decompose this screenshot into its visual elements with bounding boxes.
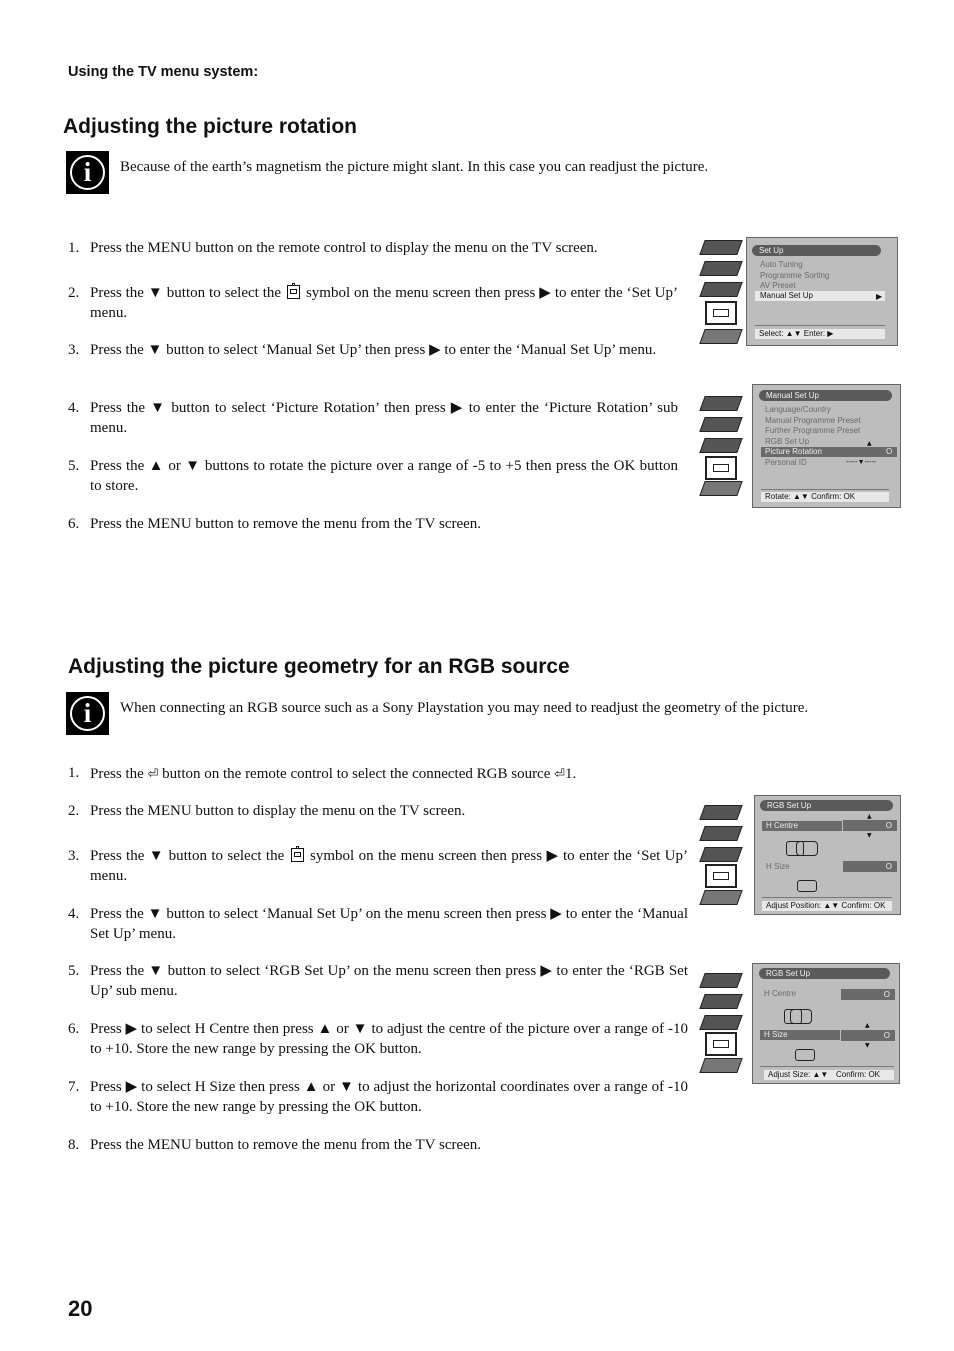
menu-footer: Select: ▲▼ Enter: ▶ bbox=[755, 329, 885, 339]
menu-item: Personal ID bbox=[765, 457, 807, 467]
divider bbox=[755, 325, 885, 326]
section1-step-1: 1. Press the MENU button on the remote control to display the menu on the TV screen. bbox=[68, 240, 598, 256]
preset-menu-icon bbox=[699, 1058, 742, 1073]
section1-step-5: 5. Press the ▲ or ▼ buttons to rotate the picture over a range of -5 to +5 then press the OK button to store. bbox=[68, 458, 678, 494]
menu-item: Language/Country bbox=[765, 405, 831, 414]
screen-size-icon bbox=[797, 880, 817, 892]
menu-item: AV Preset bbox=[760, 281, 796, 290]
features-menu-icon bbox=[699, 1015, 742, 1030]
section2-step-4: 4. Press the ▼ button to select ‘Manual Set Up’ on the menu screen then press ▶ to enter the ‘Manual Set Up’ menu. bbox=[68, 906, 688, 942]
menu-item-selected: H Centre bbox=[766, 821, 799, 830]
setup-menu-icon bbox=[705, 1032, 737, 1056]
menu-item-selected: H Size bbox=[764, 1030, 788, 1039]
section1-step-4: 4. Press the ▼ button to select ‘Picture Rotation’ then press ▶ to enter the ‘Picture Rotation’ sub menu. bbox=[68, 400, 678, 436]
menu-item: Auto Tuning bbox=[760, 260, 803, 269]
menu-title: Set Up bbox=[752, 245, 881, 256]
sound-menu-icon bbox=[699, 994, 742, 1009]
menu-item: H Size bbox=[766, 862, 790, 871]
sound-menu-icon bbox=[699, 261, 742, 276]
av-input-icon: ⏎ bbox=[554, 766, 566, 781]
preset-menu-icon bbox=[699, 481, 742, 496]
h-centre-value: O bbox=[841, 989, 895, 1000]
menu-item-selected: Picture Rotation bbox=[765, 447, 822, 456]
up-arrow-icon: ▲ bbox=[867, 813, 872, 820]
page-number: 20 bbox=[68, 1296, 93, 1321]
features-menu-icon bbox=[699, 847, 742, 862]
setup-menu-icon bbox=[705, 301, 737, 325]
section1-intro: Because of the earth’s magnetism the picture might slant. In this case you can readjust the picture. bbox=[120, 159, 709, 175]
section2-step-8: 8. Press the MENU button to remove the menu from the TV screen. bbox=[68, 1137, 482, 1153]
menu-title: RGB Set Up bbox=[760, 800, 893, 811]
setup-toolbox-icon bbox=[287, 285, 300, 299]
picture-menu-icon bbox=[699, 240, 742, 255]
sound-menu-icon bbox=[699, 826, 742, 841]
section2-step-1: 1. Press the ⏎ button on the remote control to select the connected RGB source ⏎1. bbox=[68, 765, 577, 782]
h-centre-value: O bbox=[843, 820, 897, 831]
menu-panel bbox=[752, 384, 901, 508]
info-icon: i bbox=[66, 692, 109, 735]
down-arrow-icon: ▼ bbox=[867, 832, 872, 839]
menu-panel bbox=[746, 237, 898, 346]
sound-menu-icon bbox=[699, 417, 742, 432]
screen-shift-icon bbox=[790, 1009, 812, 1024]
features-menu-icon bbox=[699, 282, 742, 297]
section2-title: Adjusting the picture geometry for an RGB source bbox=[68, 655, 570, 678]
up-arrow-icon: ▲ bbox=[867, 440, 872, 447]
section2-step-7: 7. Press ▶ to select H Size then press ▲ or ▼ to adjust the horizontal coordinates over a range of -10 to +10. Store the new range by pressing the OK button. bbox=[68, 1079, 688, 1115]
divider bbox=[760, 1066, 894, 1067]
picture-menu-icon bbox=[699, 805, 742, 820]
section-header: Using the TV menu system: bbox=[68, 64, 259, 80]
menu-title: RGB Set Up bbox=[759, 968, 890, 979]
menu-item: Further Programme Preset bbox=[765, 426, 861, 435]
section2-intro: When connecting an RGB source such as a Sony Playstation you may need to readjust the geometry of the picture. bbox=[120, 700, 809, 716]
down-arrow-icon: ▼ bbox=[865, 1042, 870, 1049]
screen-size-icon bbox=[795, 1049, 815, 1061]
section1-step-6: 6. Press the MENU button to remove the menu from the TV screen. bbox=[68, 516, 482, 532]
menu-footer: Adjust Size: ▲▼ Confirm: OK bbox=[764, 1070, 894, 1080]
menu-item: Manual Programme Preset bbox=[765, 415, 861, 425]
menu-panel bbox=[752, 963, 900, 1084]
screen-shift-icon bbox=[796, 841, 818, 856]
input-select-icon: ⏎ bbox=[147, 766, 159, 781]
section2-step-3: 3. Press the ▼ button to select the symbol on the menu screen then press ▶ to enter the ‘Set Up’ menu. bbox=[68, 848, 689, 884]
menu-item-selected: Manual Set Up bbox=[760, 291, 813, 300]
h-size-value: O bbox=[841, 1030, 895, 1041]
h-size-value: O bbox=[843, 861, 897, 872]
picture-menu-icon bbox=[699, 973, 742, 988]
menu-footer: Rotate: ▲▼ Confirm: OK bbox=[761, 492, 889, 502]
preset-menu-icon bbox=[699, 329, 742, 344]
setup-menu-icon bbox=[705, 864, 737, 888]
enter-arrow-icon: ▶ bbox=[876, 292, 883, 301]
menu-panel bbox=[754, 795, 901, 915]
setup-menu-icon bbox=[705, 456, 737, 480]
section1-title: Adjusting the picture rotation bbox=[63, 115, 357, 138]
section2-step-2: 2. Press the MENU button to display the menu on the TV screen. bbox=[68, 803, 466, 819]
menu-item: H Centre bbox=[764, 989, 797, 998]
up-arrow-icon: ▲ bbox=[865, 1022, 870, 1029]
section2-step-6: 6. Press ▶ to select H Centre then press ▲ or ▼ to adjust the centre of the picture over a range of -10 to +10. Store the new range by pressing the OK button. bbox=[68, 1021, 688, 1057]
preset-menu-icon bbox=[699, 890, 742, 905]
divider bbox=[762, 897, 892, 898]
features-menu-icon bbox=[699, 438, 742, 453]
menu-footer: Adjust Position: ▲▼ Confirm: OK bbox=[762, 901, 892, 911]
section2-step-5: 5. Press the ▼ button to select ‘RGB Set Up’ on the menu screen then press ▶ to enter the ‘RGB Set Up’ sub menu. bbox=[68, 963, 688, 999]
divider bbox=[761, 489, 889, 490]
section1-step-2: 2. Press the ▼ button to select the symbol on the menu screen then press ▶ to enter the ‘Set Up’ menu. bbox=[68, 285, 679, 321]
rotation-scale: -----▼----- bbox=[846, 458, 877, 466]
setup-toolbox-icon bbox=[291, 848, 304, 862]
menu-item: RGB Set Up bbox=[765, 436, 810, 446]
info-icon: i bbox=[66, 151, 109, 194]
menu-title: Manual Set Up bbox=[759, 390, 892, 401]
section1-step-3: 3. Press the ▼ button to select ‘Manual Set Up’ then press ▶ to enter the ‘Manual Set Up’ menu. bbox=[68, 342, 657, 358]
rotation-value: O bbox=[886, 447, 893, 456]
picture-menu-icon bbox=[699, 396, 742, 411]
menu-item: Programme Sorting bbox=[760, 270, 830, 280]
